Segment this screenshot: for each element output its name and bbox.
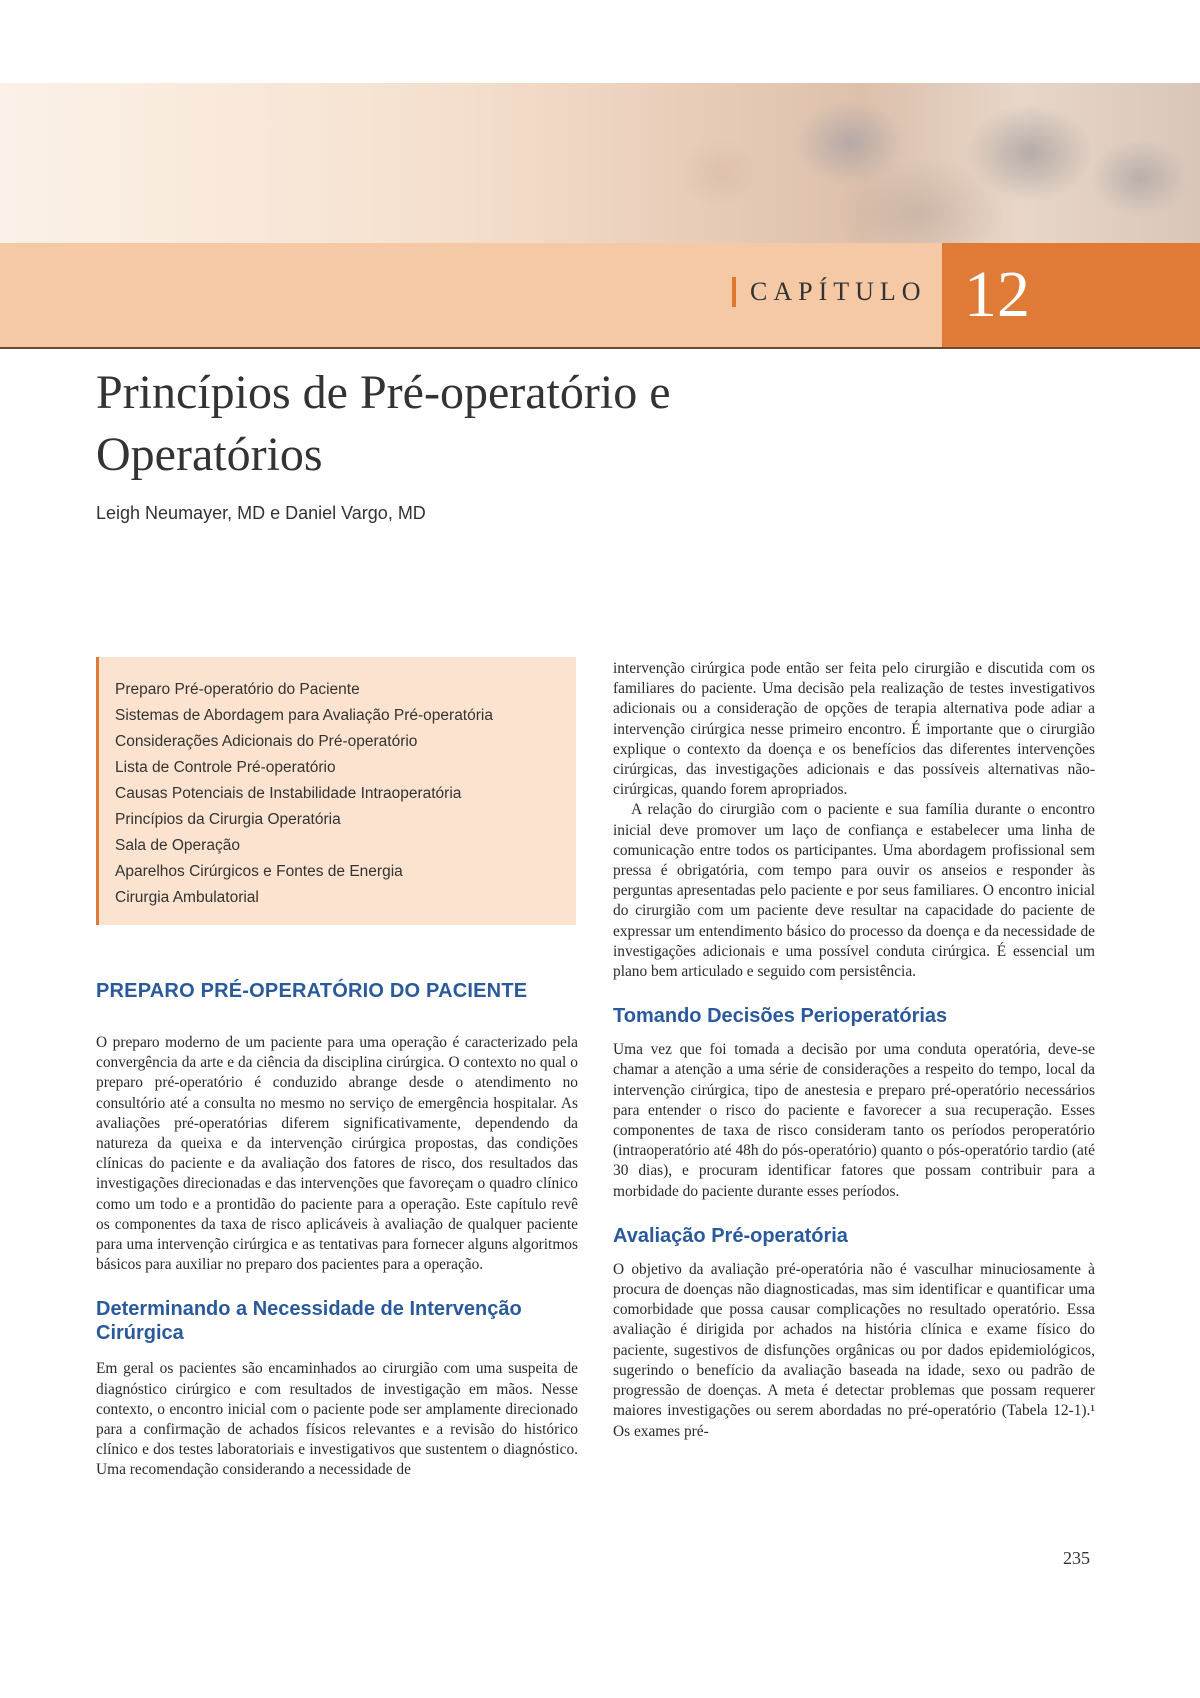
chapter-accent-bar (732, 277, 736, 307)
chapter-contents-box (96, 657, 576, 925)
right-column (613, 659, 1095, 1442)
body-paragraph: Uma vez que foi tomada a decisão por uma conduta operatória, deve-se chamar a atenção a uma série de considerações a respeito do tempo, local da intervenção cirúrgica, tipo de anestesia e preparo pré-operatório necessários para entender o risco do paciente e favorecer a sua recuperação. Esses componentes de taxa de risco consideram tanto os períodos peroperatório (intraoperatório até 48h do pós-operatório) quanto o pós-operatório tardio (até 30 dias), e procuram identificar fatores que possam contribuir para a morbidade do paciente durante esses períodos. (613, 1041, 1095, 1200)
page-number: 235 (1063, 1548, 1090, 1568)
body-paragraph: O preparo moderno de um paciente para uma operação é caracterizado pela convergência da arte e da ciência da disciplina cirúrgica. O contexto no qual o preparo pré-operatório é conduzido abrange desde o atendimento no consultório até a consulta no mesmo no serviço de emergência hospitalar. As avaliações pré-operatórias diferem significativamente, dependendo da natureza da queixa e da intervenção cirúrgica propostas, das condições clínicas do paciente e da avaliação dos fatores de risco, dos resultados das investigações direcionadas e das intervenções que favoreçam o quadro clínico como um todo e a prontidão do paciente para a operação. Este capítulo revê os componentes da taxa de risco aplicáveis à avaliação de qualquer paciente para uma intervenção cirúrgica e as tentativas para fornecer alguns algoritmos básicos para auxiliar no preparo dos pacientes para a operação. (96, 1034, 578, 1274)
subsection-heading: Tomando Decisões Perioperatórias (613, 1005, 948, 1028)
toc-item: Sistemas de Abordagem para Avaliação Pré-operatória (115, 707, 493, 724)
toc-item: Lista de Controle Pré-operatório (115, 759, 336, 776)
body-paragraph: intervenção cirúrgica pode então ser feita pelo cirurgião e discutida com os familiares do paciente. Uma decisão pela realização de testes investigativos adicionais ou a consideração de opções de terapia alternativa pode adiar a intervenção cirúrgica nesse primeiro encontro. É importante que o cirurgião explique o contexto da doença e os benefícios das diferentes intervenções cirúrgicas, das investigações adicionais e das possíveis alternativas não-cirúrgicas, quando forem apropriados. (613, 660, 1095, 799)
chapter-title (96, 362, 856, 486)
section-heading: PREPARO PRÉ-OPERATÓRIO DO PACIENTE (96, 980, 528, 1002)
chapter-divider (0, 347, 1200, 349)
chapter-title-line1: Princípios de Pré-operatório e (96, 366, 671, 419)
authors: Leigh Neumayer, MD e Daniel Vargo, MD (96, 503, 426, 523)
toc-item: Causas Potenciais de Instabilidade Intraoperatória (115, 785, 462, 802)
toc-item: Cirurgia Ambulatorial (115, 889, 259, 906)
surgery-photo (560, 83, 1200, 243)
toc-item: Aparelhos Cirúrgicos e Fontes de Energia (115, 863, 403, 880)
toc-item: Preparo Pré-operatório do Paciente (115, 681, 360, 698)
subsection-heading: Determinando a Necessidade de Intervenção Cirúrgica (96, 1298, 522, 1345)
chapter-label-text: CAPÍTULO (750, 277, 927, 306)
toc-item: Sala de Operação (115, 837, 240, 854)
toc-item: Considerações Adicionais do Pré-operatório (115, 733, 418, 750)
body-paragraph: A relação do cirurgião com o paciente e sua família durante o encontro inicial deve promover um laço de confiança e estabelecer uma linha de comunicação entre todos os participantes. Uma abordagem profissional sem pressa é obrigatória, com tempo para ouvir os anseios e responder às perguntas apresentadas pelo paciente e por seus familiares. O encontro inicial do cirurgião com um paciente deve resultar na capacidade do paciente de expressar um entendimento básico do processo da doença e da necessidade de investigações adicionais e uma possível conduta cirúrgica. É essencial um plano bem articulado e seguido com persistência. (613, 801, 1095, 981)
toc-item: Princípios da Cirurgia Operatória (115, 811, 341, 828)
header-banner (0, 83, 1200, 243)
left-column (96, 1033, 578, 1481)
subsection-heading: Avaliação Pré-operatória (613, 1224, 848, 1247)
body-paragraph: Em geral os pacientes são encaminhados ao cirurgião com uma suspeita de diagnóstico cirúrgico e com resultados de investigação em mãos. Nesse contexto, o encontro inicial com o paciente pode ser amplamente direcionado para a confirmação de achados físicos relevantes e a revisão do histórico clínico e dos testes laboratoriais e investigativos que sustentem o diagnóstico. Uma recomendação considerando a necessidade de (96, 1360, 578, 1479)
chapter-label (732, 272, 927, 312)
body-paragraph: O objetivo da avaliação pré-operatória não é vasculhar minuciosamente à procura de doenças não diagnosticadas, mas sim identificar e quantificar uma comorbidade que possa causar complicações no resultado operatório. Essa avaliação é dirigida por achados na história clínica e exame físico do paciente, sugestivos de disfunções orgânicas ou por dados epidemiológicos, sugerindo o benefício da avaliação baseada na idade, sexo ou padrão de progressão de doenças. A meta é detectar problemas que possam requerer maiores investigações ou serem abordadas no pré-operatório (Tabela 12-1).¹ Os exames pré- (613, 1260, 1095, 1440)
chapter-number: 12 (964, 258, 1030, 331)
chapter-title-line2: Operatórios (96, 428, 323, 481)
